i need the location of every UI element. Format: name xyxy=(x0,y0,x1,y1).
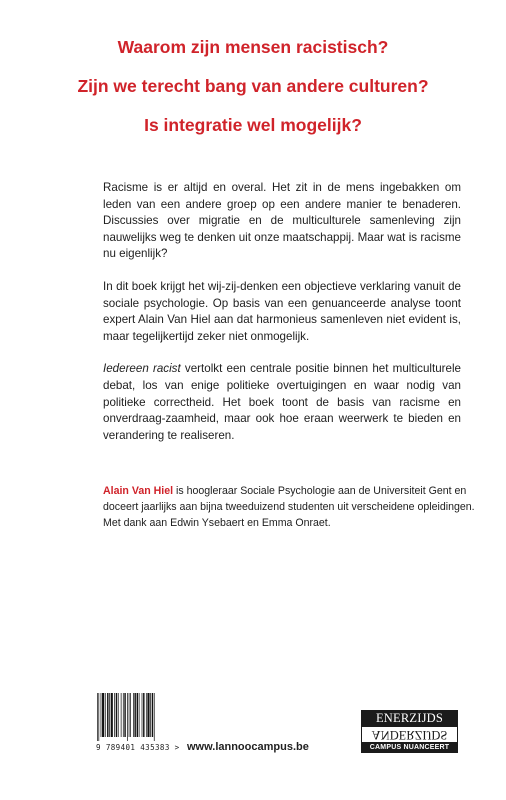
barcode-bar xyxy=(121,693,122,737)
barcode-bar xyxy=(118,693,119,737)
question-heading-3: Is integratie wel mogelijk? xyxy=(144,115,362,135)
barcode-bar xyxy=(133,693,134,737)
back-cover-questions xyxy=(0,36,506,153)
barcode-bar xyxy=(102,693,104,737)
barcode-bar xyxy=(124,693,125,737)
blurb-paragraph-3-text: vertolkt een centrale positie binnen het multiculturele debat, los van enige politieke overtuigingen en waar nodig van politieke correctheid. Het boek toont de basis van racisme en onverdraag-zaamheid, maar ook hoe eraan weerwerk te bieden en verandering te realiseren. xyxy=(103,362,461,442)
blurb xyxy=(103,180,461,460)
acknowledgement: Met dank aan Edwin Ysebaert en Emma Onraet. xyxy=(103,517,331,530)
barcode-bar xyxy=(101,693,102,737)
barcode-bar xyxy=(116,693,117,737)
barcode-bar xyxy=(111,693,113,737)
blurb-paragraph-2: In dit boek krijgt het wij-zij-denken een objectieve verklaring vanuit de sociale psychologie. Op basis van een genuanceerde analyse toont expert Alain Van Hiel aan dat harmonieus samenleven niet evident is, maar tegelijkertijd zeker niet onmogelijk. xyxy=(103,279,461,343)
barcode-bar xyxy=(147,693,149,737)
question-heading-1: Waarom zijn mensen racistisch? xyxy=(117,37,389,57)
barcode-bar xyxy=(114,693,115,737)
author-name: Alain Van Hiel xyxy=(103,485,174,497)
author-bio xyxy=(103,483,475,532)
barcode-bar xyxy=(154,693,155,741)
barcode-bar xyxy=(142,693,143,737)
barcode-bar xyxy=(150,693,151,737)
barcode-bar xyxy=(146,693,147,737)
barcode-bar xyxy=(127,693,128,741)
blurb-paragraph-1: Racisme is er altijd en overal. Het zit in de mens ingebakken om leden van een andere groep op een andere manier te benaderen. Discussies over migratie en de multiculturele samenleving zijn nauwelijks weg te denken uit onze maatschappij. Maar wat is racisme nu eigenlijk? xyxy=(103,181,461,261)
blurb-paragraph-3 xyxy=(103,361,461,444)
book-title: Iedereen racist xyxy=(103,362,181,376)
barcode-bar xyxy=(137,693,138,737)
barcode-bar xyxy=(152,693,153,737)
logo-mirrored-text: ANDERZIJDS xyxy=(361,727,458,742)
barcode-bar xyxy=(105,693,106,737)
barcode-bar xyxy=(97,693,98,741)
enerzijds-anderzijds-logo xyxy=(361,710,458,753)
barcode-bar xyxy=(129,693,130,737)
logo-bottom-text: CAMPUS NUANCEERT xyxy=(361,742,458,753)
barcode-bar xyxy=(130,693,131,737)
isbn-barcode-block xyxy=(96,693,182,752)
barcode-bar xyxy=(107,693,108,737)
barcode-bar xyxy=(143,693,144,737)
logo-top-text: ENERZIJDS xyxy=(361,710,458,727)
barcode-bar xyxy=(139,693,140,737)
author-bio-body: is hoogleraar Sociale Psychologie aan de Universiteit Gent en doceert jaarlijks aan bijna tweeduizend studenten uit verscheidene opleidingen. xyxy=(103,485,475,514)
barcode-bar xyxy=(98,693,99,741)
isbn-digits: 9 789401 435383 > xyxy=(96,743,180,752)
barcode-bar xyxy=(109,693,110,737)
publisher-url: www.lannoocampus.be xyxy=(187,741,309,753)
barcode-bar xyxy=(123,693,124,737)
barcode-bar xyxy=(134,693,135,737)
question-heading-2: Zijn we terecht bang van andere culturen? xyxy=(77,76,429,96)
author-bio-text xyxy=(103,483,475,515)
barcode xyxy=(96,693,182,741)
